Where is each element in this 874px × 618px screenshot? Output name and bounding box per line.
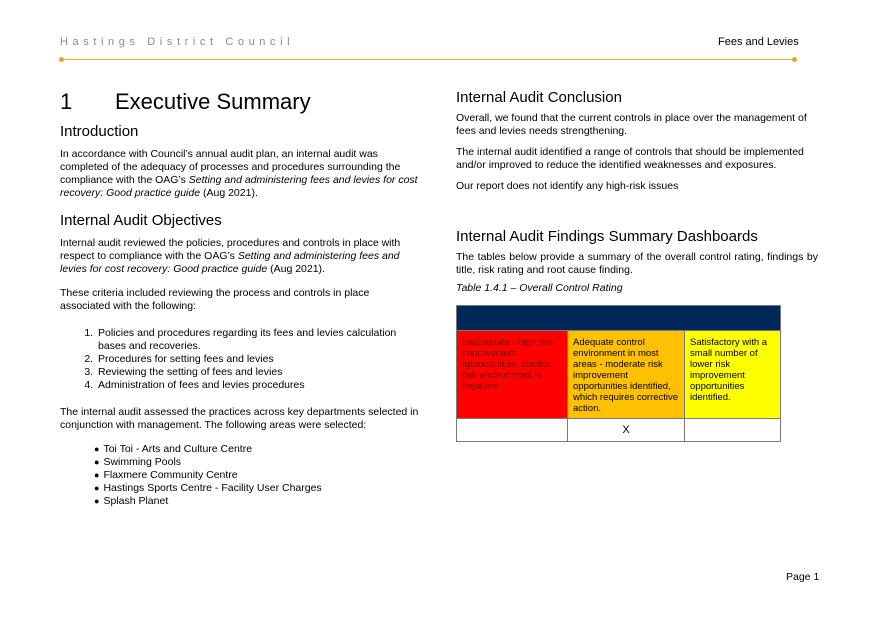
table-row — [457, 419, 781, 442]
conclusion-paragraph: Overall, we found that the current controls in place over the management of fees and levies needs strengthening. — [456, 112, 807, 137]
list-item: ● Hastings Sports Centre - Facility User Charges — [94, 482, 420, 495]
conclusion-heading: Internal Audit Conclusion — [456, 89, 622, 106]
list-item: ● Toi Toi - Arts and Culture Centre — [94, 443, 420, 456]
right-column — [456, 88, 818, 442]
rating-inadequate-cell: Inadequate - high risk improvement opportunities, control risk environment is impaired. — [457, 331, 568, 419]
objectives-paragraph: Internal audit reviewed the policies, procedures and controls in place with respect to compliance with the OAG’s Setting and administering fees and levies for cost recovery: Good practice guide (Aug 2021). — [60, 237, 401, 275]
divider-left-dot — [59, 57, 64, 62]
list-item: ● Splash Planet — [94, 495, 420, 508]
list-item: 1. Policies and procedures regarding its fees and levies calculation bases and recoveries. — [96, 327, 420, 353]
areas-list — [60, 443, 420, 508]
header-divider — [61, 59, 795, 60]
table-header-cell — [457, 306, 781, 331]
rating-satisfactory-cell: Satisfactory with a small number of lower risk improvement opportunities identified. — [685, 331, 781, 419]
criteria-list — [60, 327, 420, 392]
selection-mark-satisfactory — [685, 419, 781, 442]
section-number: 1 — [60, 89, 73, 114]
overall-control-rating-table — [456, 305, 781, 442]
header-organization: Hastings District Council — [60, 36, 295, 48]
guide-title: Setting and administering fees and levies for cost recovery: Good practice guide — [60, 250, 400, 275]
table-caption: Table 1.4.1 – Overall Control Rating — [456, 282, 623, 294]
page-number: Page 1 — [786, 571, 820, 583]
table-header-row — [457, 306, 781, 331]
table-row — [457, 331, 781, 419]
guide-title: Setting and administering fees and levies for cost recovery: Good practice guide — [60, 174, 418, 199]
conclusion-paragraph: The internal audit identified a range of controls that should be implemented and/or improved to reduce the identified weaknesses and exposures. — [456, 146, 804, 171]
header-document-title: Fees and Levies — [718, 36, 799, 48]
selection-mark-inadequate — [457, 419, 568, 442]
criteria-intro: These criteria included reviewing the process and controls in place associated with the following: — [60, 287, 370, 312]
list-item: 3. Reviewing the setting of fees and levies — [96, 366, 420, 379]
objectives-heading: Internal Audit Objectives — [60, 212, 222, 229]
section-title: Executive Summary — [115, 89, 311, 114]
dashboards-heading: Internal Audit Findings Summary Dashboards — [456, 228, 758, 245]
list-item: 2. Procedures for setting fees and levies — [96, 353, 420, 366]
areas-intro: The internal audit assessed the practices across key departments selected in conjunction with management. The following areas were selected: — [60, 406, 419, 431]
conclusion-paragraph: Our report does not identify any high-risk issues — [456, 180, 679, 192]
list-item: ● Flaxmere Community Centre — [94, 469, 420, 482]
left-column — [60, 88, 420, 508]
dashboards-intro: The tables below provide a summary of the overall control rating, findings by title, risk rating and root cause finding. — [456, 251, 818, 276]
introduction-heading: Introduction — [60, 123, 139, 140]
rating-adequate-cell: Adequate control environment in most areas - moderate risk improvement opportunities identified, which requires corrective action. — [568, 331, 685, 419]
divider-right-dot — [792, 57, 797, 62]
section-heading — [60, 88, 420, 116]
list-item: ● Swimming Pools — [94, 456, 420, 469]
introduction-paragraph: In accordance with Council’s annual audit plan, an internal audit was completed of the adequacy of processes and procedures surrounding the compliance with the OAG’s Setting and administering fees and levies for cost recovery: Good practice guide (Aug 2021). — [60, 148, 418, 199]
list-item: 4. Administration of fees and levies procedures — [96, 379, 420, 392]
selection-mark-adequate: X — [568, 419, 685, 442]
